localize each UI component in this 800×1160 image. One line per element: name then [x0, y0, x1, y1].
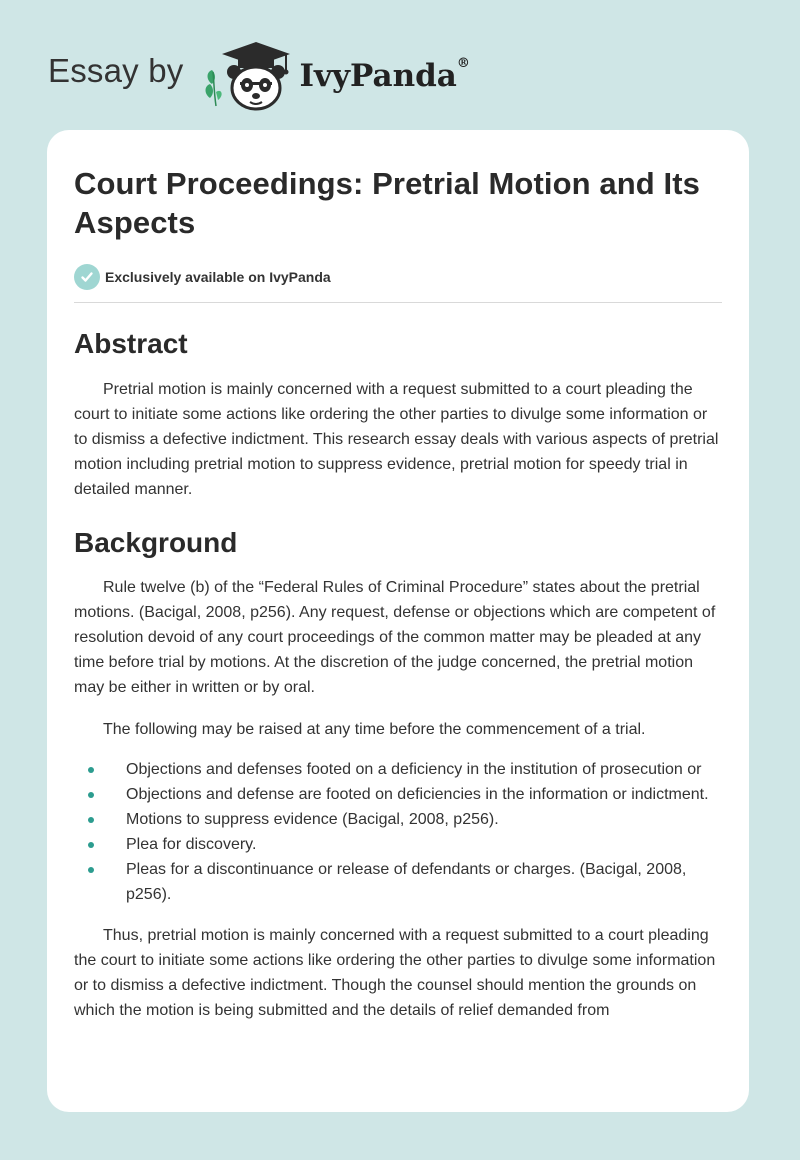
background-paragraph-2: The following may be raised at any time before the commencement of a trial. [103, 721, 646, 739]
panda-logo-icon[interactable] [202, 36, 294, 112]
brand-name[interactable] [300, 58, 470, 94]
background-paragraph-1: Rule twelve (b) of the “Federal Rules of Criminal Procedure” states about the pretrial motions. (Bacigal, 2008, p256). Any request, defense or objections which are competent of resolution devoid of any court proceedings of the common matter may be pleaded at any time before trial by motions. At the discretion of the judge concerned, the pretrial motion may be either in written or by oral. [74, 579, 716, 697]
page-title: Court Proceedings: Pretrial Motion and Its Aspects [74, 166, 700, 241]
section-heading-abstract: Abstract [74, 328, 188, 360]
list-item: Motions to suppress evidence (Bacigal, 2008, p256). [74, 807, 722, 832]
registered-mark: ® [456, 56, 470, 71]
list-item: Objections and defense are footed on deficiencies in the information or indictment. [74, 782, 722, 807]
list-item: Pleas for a discontinuance or release of defendants or charges. (Bacigal, 2008, p256). [74, 857, 722, 907]
article-card [47, 130, 749, 1112]
site-header [48, 36, 508, 112]
background-paragraph-3: Thus, pretrial motion is mainly concerned with a request submitted to a court pleading the court to initiate some actions like ordering the other parties to divulge some information or to dismiss a defective indictment. Though the counsel should mention the grounds on which the motion is being submitted and the details of relief demanded from [74, 927, 716, 1020]
check-circle-icon [74, 264, 100, 290]
bullet-list [74, 757, 722, 907]
divider [74, 302, 722, 303]
list-item: Objections and defenses footed on a deficiency in the institution of prosecution or [74, 757, 722, 782]
abstract-paragraph: Pretrial motion is mainly concerned with a request submitted to a court pleading the court to initiate some actions like ordering the other parties to divulge some information or to dismiss a defective indictment. This research essay deals with various aspects of pretrial motion including pretrial motion to suppress evidence, pretrial motion for speedy trial in detailed manner. [74, 380, 719, 498]
exclusive-badge [74, 264, 722, 290]
brand-text: IvyPanda [299, 58, 457, 94]
exclusive-badge-label: Exclusively available on IvyPanda [105, 269, 331, 286]
section-heading-background: Background [74, 526, 238, 558]
essay-by-label: Essay by [48, 52, 184, 89]
list-item: Plea for discovery. [74, 832, 722, 857]
